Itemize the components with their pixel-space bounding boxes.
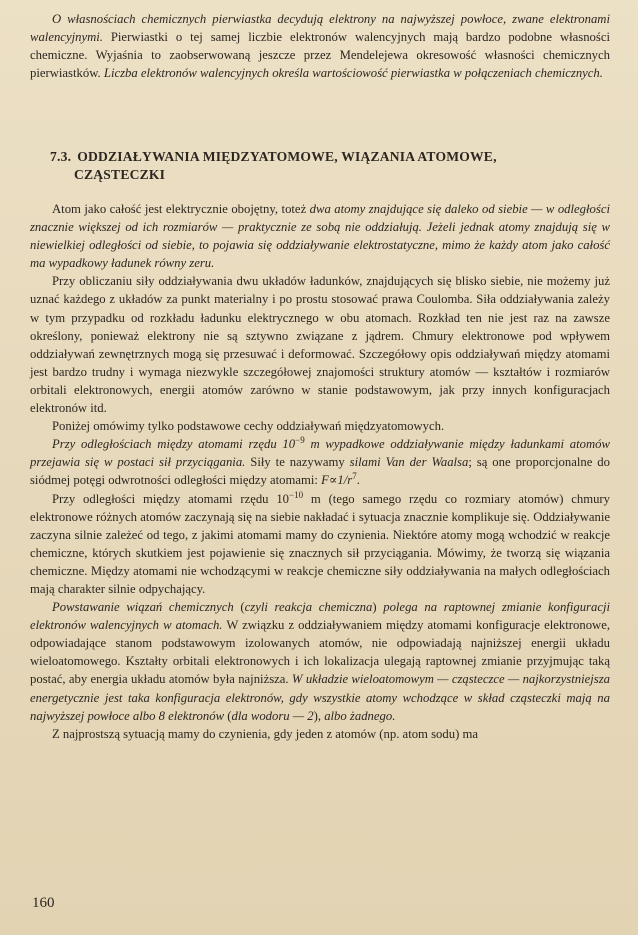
p6-italic-2: czyli reakcja chemiczna <box>244 600 373 615</box>
p1-text: Atom jako całość jest elektrycznie obojętny, toteż <box>52 202 310 216</box>
p4-exponent-1: −9 <box>295 434 305 445</box>
p4-text-2: ; są one proporcjonalne do siódmej potęgi odwrotności odległości między atomami: <box>30 455 610 488</box>
paragraph-1 <box>30 200 610 272</box>
paragraph-2: Przy obliczaniu siły oddziaływania dwu układów ładunków, znajdujących się blisko siebie, nie możemy już uznać każdego z układów za punkt materialny i po prostu stosować prawa Coulomba. Siła oddziaływania zależy w tym przypadku od rozkładu ładunku elektrycznego w obu atomach. Rozkład ten nie jest raz na zawsze określony, ponieważ elektrony nie są sztywno związane z jądrem. Chmury elektronowe pod wpływem oddziaływań zewnętrznych mogą się przesuwać i deformować. Szczegółowy opis oddziaływań między atomami jest bardzo trudny i wymaga niezwykle szczegółowej znajomości struktury atomów — kształtów i rozmiarów orbitali elektronowych, energii atomów zarówno w stanie podstawowym, jak przy innych konfiguracjach elektronów itd. <box>30 274 610 416</box>
p6-italic-5: dla wodoru — 2 <box>231 708 314 723</box>
paragraph-3: Poniżej omówimy tylko podstawowe cechy oddziaływań międzyatomowych. <box>52 419 445 434</box>
p4-formula: F∝1/r <box>321 473 353 488</box>
page-number: 160 <box>32 895 55 911</box>
p6-text-3: W związku z oddziaływaniem między atomami konfiguracje elektronowe, odpowiadające stanom podstawowym izolowanych atomów, nie odpowiadają najniższej energii układu wieloatomowego. Kształty orbitali elektronowych i ich lokalizacja ulegają raptownej zmianie przyjmując taką postać, aby energia układu atomów była najniższa. <box>30 618 611 687</box>
p5-text-1: Przy odległości między atomami rzędu 10 <box>52 491 290 506</box>
p6-italic-6: albo żadnego. <box>324 708 396 723</box>
section-heading <box>50 148 590 184</box>
p6-text-1: ( <box>233 600 245 615</box>
p6-italic-4: W układzie wieloatomowym — cząsteczce — najkorzystniejsza energetycznie jest taka konfiguracja elektronów, gdy wszystkie atomy wchodzące w skład cząsteczki mają na najwyższej powłoce albo 8 elektronów <box>30 672 610 723</box>
p4-italic-1: Przy odległościach między atomami rzędu 10 <box>52 437 296 452</box>
p4-end: . <box>356 473 360 488</box>
paragraph-7: Z najprostszą sytuacją mamy do czynienia, gdy jeden z atomów (np. atom sodu) ma <box>52 726 478 741</box>
section-body <box>30 200 610 743</box>
section-title-line2: CZĄSTECZKI <box>74 167 166 182</box>
p6-italic-3: polega na raptownej zmianie konfiguracji elektronów walencyjnych w atomach. <box>30 600 610 633</box>
intro-paragraph <box>30 10 610 82</box>
intro-italic-2: Liczba elektronów walencyjnych określa wartościowość pierwiastka w połączeniach chemicznych. <box>103 66 603 81</box>
p6-text-5: ), <box>313 708 325 723</box>
p5-text-2: m (tego samego rzędu co rozmiary atomów) chmury elektronowe różnych atomów zaczynają się na siebie nakładać i sytuacja znacznie komplikuje się. Oddziaływanie zaczyna silnie zależeć od tego, z jakimi atomami mamy do czynienia. Niektóre atomy mogą wchodzić w reakcje chemiczne, których skutkiem jest pojawienie się znacznych sił przyciągania. Mówimy, że tworzą się wiązania chemiczne. Między atomami nie wchodzącymi w reakcje chemiczne siły oddziaływania na małych odległościach mają charakter silnie odpychający. <box>30 491 610 596</box>
paragraph-5 <box>30 490 610 599</box>
intro-italic-1: O własnościach chemicznych pierwiastka decydują elektrony na najwyższej powłoce, zwane elektronami walencyjnymi. <box>30 12 610 45</box>
p4-italic-3: silami Van der Waalsa <box>349 455 469 470</box>
section-number: 7.3. <box>50 149 72 164</box>
paragraph-6 <box>30 598 610 725</box>
p6-text-2: ) <box>372 600 384 615</box>
intro-text: Pierwiastki o tej samej liczbie elektronów walencyjnych mają bardzo podobne własności chemiczne. Wyjaśnia to zaobserwowaną jeszcze przez Mendelejewa okresowość własności chemicznych pierwiastków. <box>30 30 610 81</box>
p1-italic: dwa atomy znajdujące się daleko od siebie — w odległości znacznie większej od ich rozmiarów — praktycznie ze sobą nie oddziałują. Jeżeli jednak atomy znajdują się w niewielkiej odległości od siebie, to pojawia się oddziaływanie elektrostatyczne, mimo że każdy atom jako całość ma wypadkowy ładunek równy zeru. <box>30 202 610 271</box>
p4-text-1: Siły te nazywamy <box>245 455 350 470</box>
section-title-line1: ODDZIAŁYWANIA MIĘDZYATOMOWE, WIĄZANIA ATOMOWE, <box>77 149 497 164</box>
p5-exponent: −10 <box>289 489 304 500</box>
p4-exponent-2: 7 <box>352 471 357 482</box>
p4-italic-2: m wypadkowe oddziaływanie między ładunkami atomów przejawia się w postaci sił przyciągania. <box>30 437 610 470</box>
p6-text-4: ( <box>224 708 232 723</box>
p6-italic-1: Powstawanie wiązań chemicznych <box>52 600 234 615</box>
paragraph-4 <box>30 435 610 489</box>
